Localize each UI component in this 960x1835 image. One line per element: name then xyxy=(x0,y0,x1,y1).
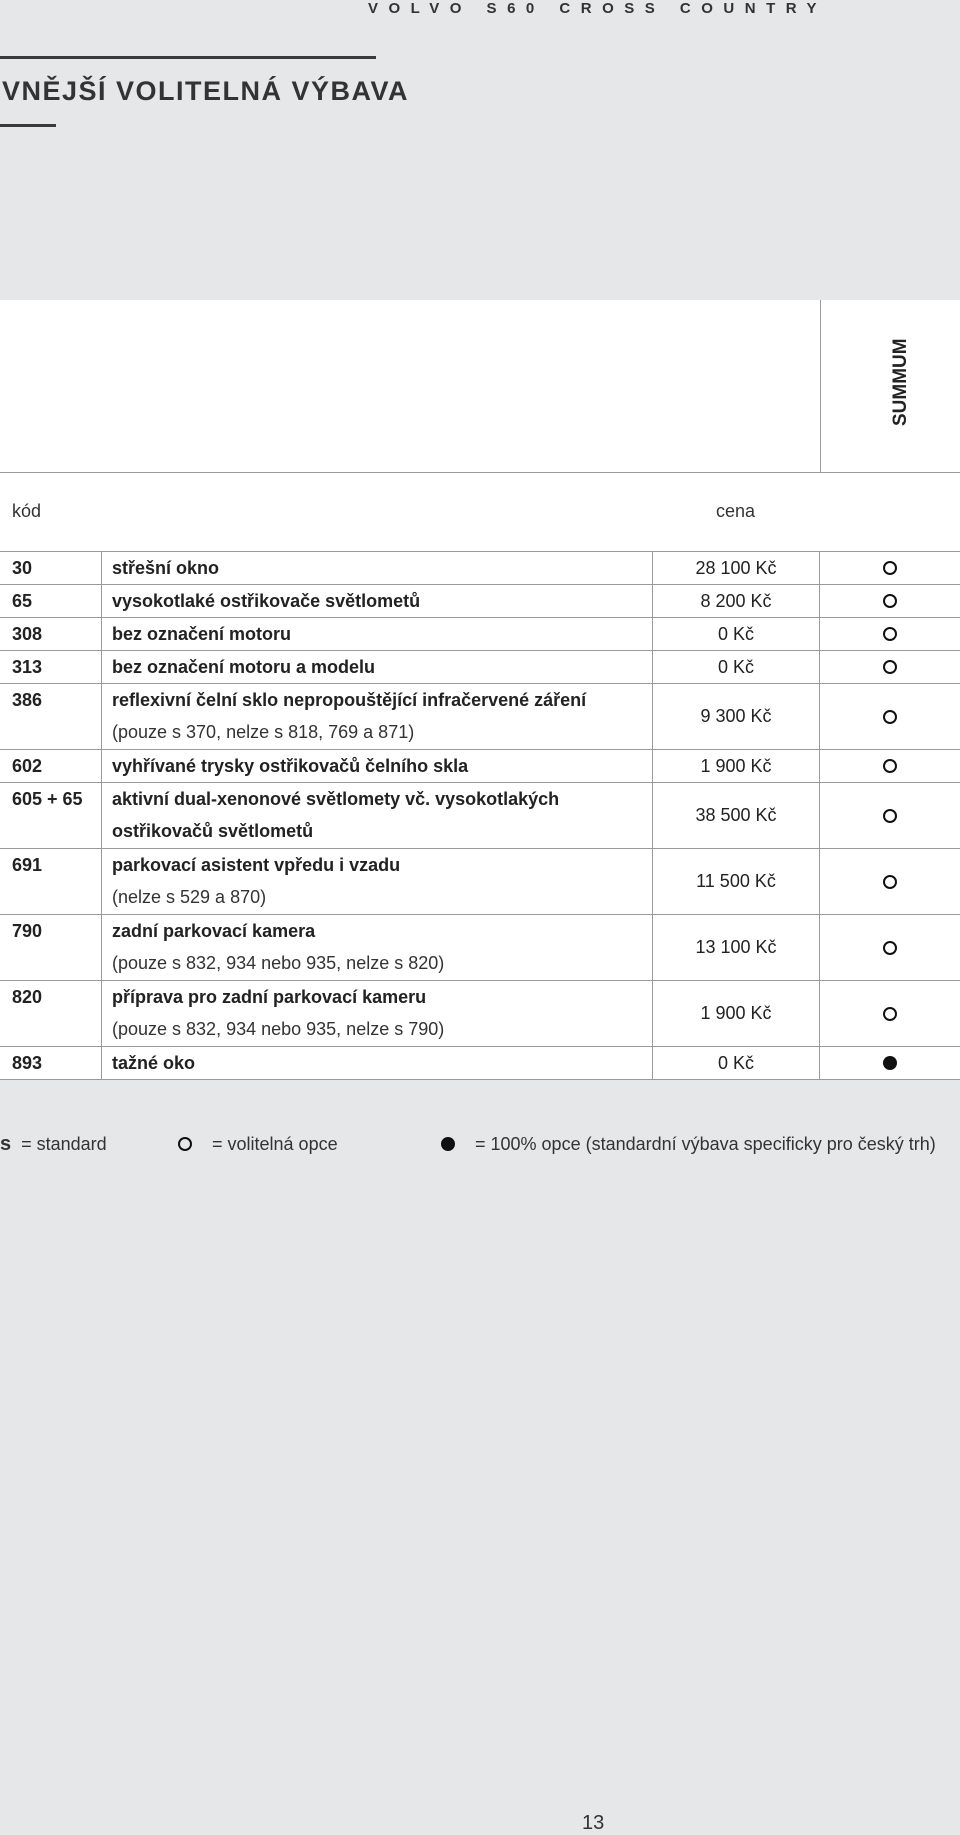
option-name: vyhřívané trysky ostřikovačů čelního skla xyxy=(112,756,469,776)
table-row xyxy=(0,651,960,684)
table-row xyxy=(0,915,960,981)
full-dot-icon xyxy=(441,1137,455,1151)
option-description xyxy=(102,1047,653,1079)
option-name: zadní parkovací kamera xyxy=(112,921,316,941)
option-code-text: 65 xyxy=(12,591,33,611)
option-name-continued: ostřikovačů světlometů xyxy=(112,821,314,841)
optional-circle-icon xyxy=(883,660,897,674)
legend-standard-text: = standard xyxy=(21,1133,107,1154)
option-note: (pouze s 832, 934 nebo 935, nelze s 790) xyxy=(112,1019,445,1039)
legend-optional-text: = volitelná opce xyxy=(212,1133,338,1154)
option-description xyxy=(102,915,653,980)
option-name: bez označení motoru a modelu xyxy=(112,657,376,677)
option-code xyxy=(0,750,102,782)
title-rule xyxy=(0,56,376,59)
table-row xyxy=(0,1047,960,1080)
option-name: tažné oko xyxy=(112,1053,196,1073)
option-name: příprava pro zadní parkovací kameru xyxy=(112,987,427,1007)
optional-circle-icon xyxy=(883,627,897,641)
option-name: vysokotlaké ostřikovače světlometů xyxy=(112,591,421,611)
option-price: 1 900 Kč xyxy=(653,981,820,1046)
option-name: střešní okno xyxy=(112,558,220,578)
table-row xyxy=(0,684,960,750)
option-price: 9 300 Kč xyxy=(653,684,820,749)
options-table xyxy=(0,300,960,1080)
legend-full xyxy=(441,1130,936,1158)
legend-full-text: = 100% opce (standardní výbava specificky pro český trh) xyxy=(475,1133,936,1154)
option-name: bez označení motoru xyxy=(112,624,292,644)
option-code xyxy=(0,651,102,683)
option-price: 0 Kč xyxy=(653,1047,820,1079)
option-code-text: 605 + 65 xyxy=(12,789,83,809)
trim-column-label: SUMMUM xyxy=(890,338,911,426)
table-row xyxy=(0,849,960,915)
option-description xyxy=(102,585,653,617)
option-code-text: 602 xyxy=(12,756,43,776)
availability-mark xyxy=(820,783,960,848)
option-code-text: 313 xyxy=(12,657,43,677)
title-underline xyxy=(0,124,56,127)
option-name: reflexivní čelní sklo nepropouštějící infračervené záření xyxy=(112,690,587,710)
option-code-text: 820 xyxy=(12,987,43,1007)
option-description xyxy=(102,981,653,1046)
option-code xyxy=(0,684,102,749)
table-body xyxy=(0,552,960,1080)
availability-mark xyxy=(820,585,960,617)
option-price: 28 100 Kč xyxy=(653,552,820,584)
option-note: (pouze s 832, 934 nebo 935, nelze s 820) xyxy=(112,953,445,973)
option-code xyxy=(0,552,102,584)
option-code-text: 386 xyxy=(12,690,43,710)
page-title: VNĚJŠÍ VOLITELNÁ VÝBAVA xyxy=(2,76,410,106)
option-code xyxy=(0,981,102,1046)
table-row xyxy=(0,618,960,651)
availability-mark xyxy=(820,552,960,584)
legend-optional xyxy=(178,1130,338,1158)
option-code-text: 30 xyxy=(12,558,33,578)
availability-mark xyxy=(820,651,960,683)
option-code-text: 691 xyxy=(12,855,43,875)
optional-circle-icon xyxy=(883,1007,897,1021)
option-description xyxy=(102,684,653,749)
full-dot-icon xyxy=(883,1056,897,1070)
option-price: 13 100 Kč xyxy=(653,915,820,980)
option-price: 11 500 Kč xyxy=(653,849,820,914)
option-description xyxy=(102,849,653,914)
option-code xyxy=(0,1047,102,1079)
option-price: 8 200 Kč xyxy=(653,585,820,617)
optional-circle-icon xyxy=(178,1137,192,1151)
legend-standard xyxy=(0,1130,107,1158)
table-header-labels xyxy=(0,473,960,552)
optional-circle-icon xyxy=(883,875,897,889)
option-code-text: 308 xyxy=(12,624,43,644)
table-row xyxy=(0,750,960,783)
availability-mark xyxy=(820,981,960,1046)
option-code-text: 893 xyxy=(12,1053,43,1073)
availability-mark xyxy=(820,1047,960,1079)
page-number: 13 xyxy=(582,1812,605,1834)
option-note: (pouze s 370, nelze s 818, 769 a 871) xyxy=(112,722,415,742)
availability-mark xyxy=(820,915,960,980)
option-description xyxy=(102,750,653,782)
option-description xyxy=(102,618,653,650)
option-code xyxy=(0,618,102,650)
table-header-trim xyxy=(0,300,960,473)
availability-mark xyxy=(820,684,960,749)
option-price: 0 Kč xyxy=(653,651,820,683)
option-price: 1 900 Kč xyxy=(653,750,820,782)
table-row xyxy=(0,981,960,1047)
brand-header: VOLVO S60 CROSS COUNTRY xyxy=(368,0,828,17)
option-description xyxy=(102,651,653,683)
option-code xyxy=(0,849,102,914)
option-description xyxy=(102,552,653,584)
table-row xyxy=(0,783,960,849)
option-price: 38 500 Kč xyxy=(653,783,820,848)
option-name: parkovací asistent vpředu i vzadu xyxy=(112,855,401,875)
optional-circle-icon xyxy=(883,561,897,575)
option-price: 0 Kč xyxy=(653,618,820,650)
option-note: (nelze s 529 a 870) xyxy=(112,887,267,907)
optional-circle-icon xyxy=(883,941,897,955)
option-code xyxy=(0,915,102,980)
option-code-text: 790 xyxy=(12,921,43,941)
standard-symbol: s xyxy=(0,1132,12,1155)
code-column-label: kód xyxy=(12,501,42,521)
legend xyxy=(0,1130,960,1158)
column-divider xyxy=(820,300,821,472)
optional-circle-icon xyxy=(883,809,897,823)
availability-mark xyxy=(820,618,960,650)
option-name: aktivní dual-xenonové světlomety vč. vysokotlakých xyxy=(112,789,560,809)
optional-circle-icon xyxy=(883,759,897,773)
option-code xyxy=(0,585,102,617)
price-column-label: cena xyxy=(716,501,756,521)
option-description xyxy=(102,783,653,848)
optional-circle-icon xyxy=(883,594,897,608)
table-row xyxy=(0,552,960,585)
option-code xyxy=(0,783,102,848)
availability-mark xyxy=(820,750,960,782)
availability-mark xyxy=(820,849,960,914)
optional-circle-icon xyxy=(883,710,897,724)
table-row xyxy=(0,585,960,618)
